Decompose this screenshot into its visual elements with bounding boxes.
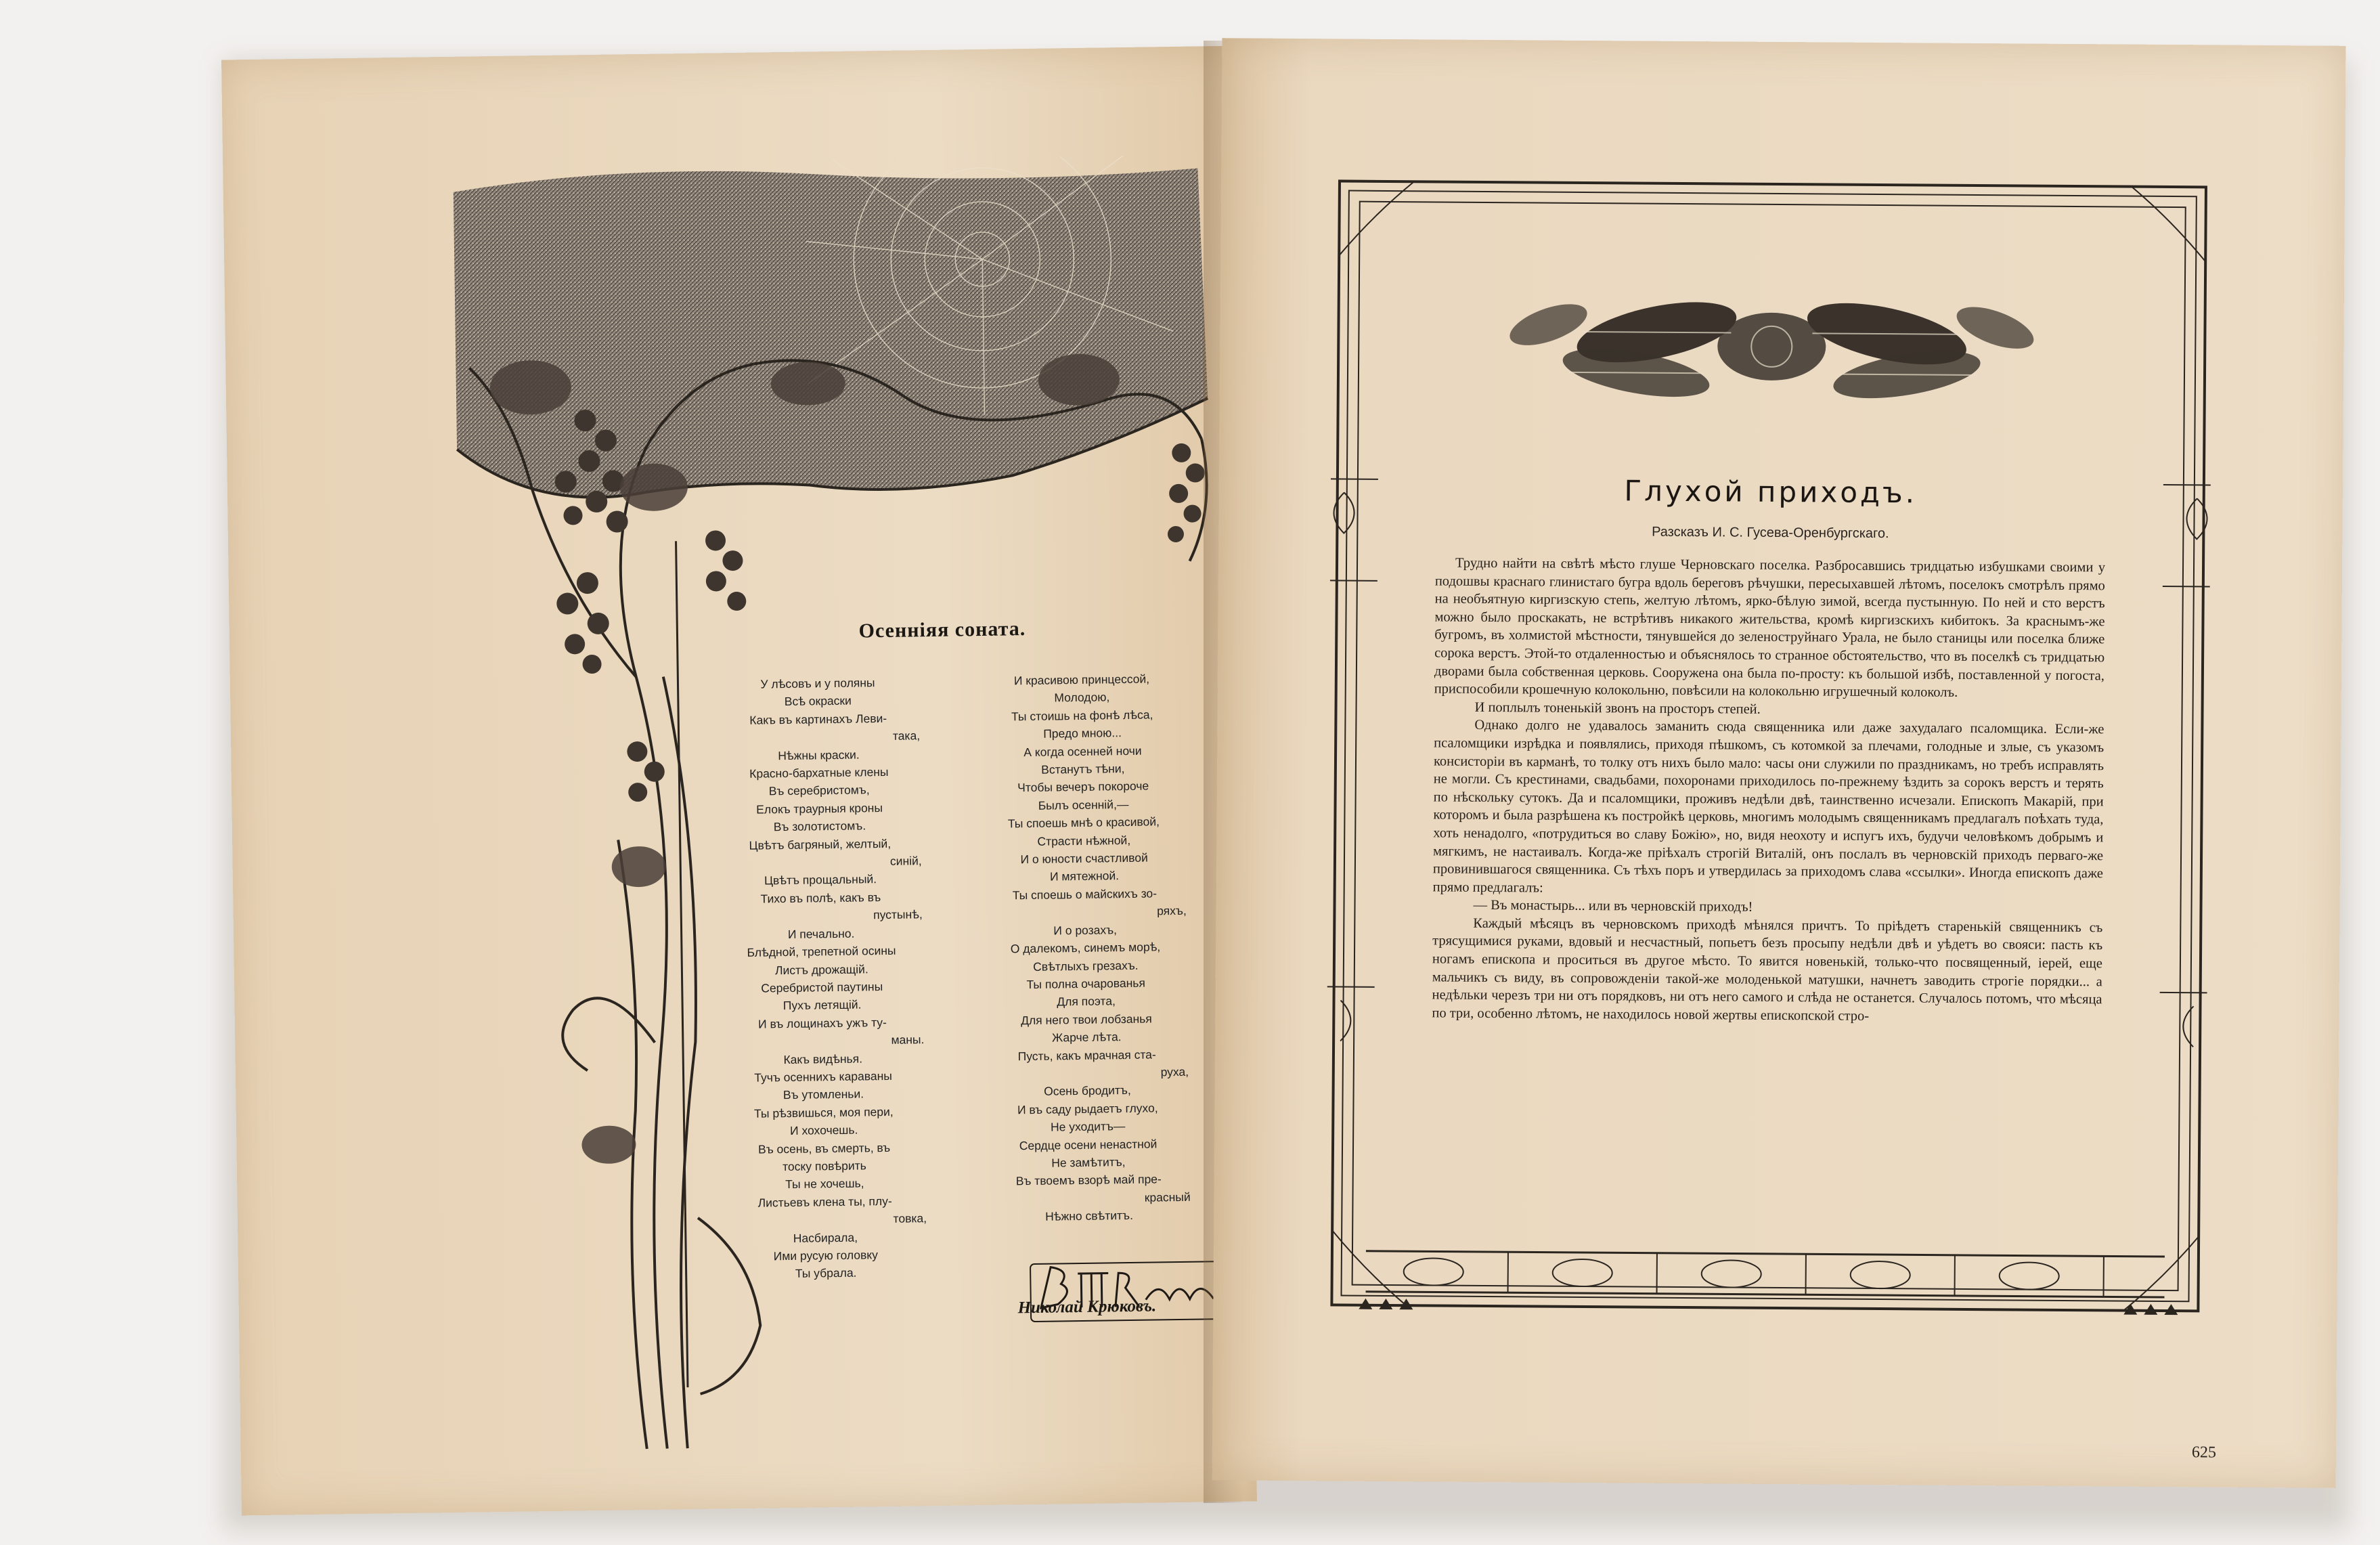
poem-line: Красно-бархатные клены — [749, 764, 889, 781]
poem-line: О далекомъ, синемъ морѣ, — [1010, 940, 1161, 956]
poem-line: Жарче лѣта. — [1051, 1030, 1122, 1045]
poem-line: Въ осень, въ смерть, въ — [757, 1140, 891, 1156]
poem-line: Ими русую головку — [773, 1248, 879, 1263]
poem-line: Тихо въ полѣ, какъ въ — [760, 890, 881, 906]
poem-line: Ты споешь мнѣ о красивой, — [1007, 814, 1160, 831]
poem-line: Сердце осени ненастной — [1019, 1136, 1158, 1152]
poem-line: Чтобы вечеръ покороче — [1017, 779, 1149, 795]
poem-line: Былъ осеннiй,— — [1038, 797, 1129, 812]
poem-line: И въ лощинахъ ужъ ту- — [757, 1015, 887, 1031]
poem-line: Ты рѣзвишься, моя пери, — [753, 1104, 894, 1120]
poem-line: Страсти нѣжной, — [1037, 833, 1131, 848]
article-paragraph: И поплылъ тоненькiй звонъ на просторъ степей. — [1474, 699, 1761, 717]
poem-column-1 — [716, 673, 928, 1284]
article-subtitle: Разсказъ И. С. Гусева-Оренбургскаго. — [1652, 524, 1889, 542]
poem-line: Всѣ окраски — [784, 694, 852, 709]
poem-line: Нѣжны краски. — [778, 747, 860, 762]
article-body — [1432, 554, 2105, 1026]
poem-author: Николай Крюковъ. — [1017, 1297, 1157, 1318]
poem-line: Въ золотистомъ. — [773, 819, 866, 834]
poem-line: Какъ въ картинахъ Леви- — [749, 711, 887, 727]
poem-title: Осеннiяя соната. — [858, 617, 1026, 643]
poem-line: И о розахъ, — [1053, 922, 1118, 938]
left-page — [221, 46, 1257, 1516]
article-paragraph: Трудно найти на свѣтѣ мѣсто глуше Черновскаго поселка. Разбросавшись тридцатью избушками своими у подошвы краснаго глинистаго бугра вдоль береговъ рѣчушки, пересыхавшей лѣтомъ, поселокъ смотрѣлъ прямо на необъятную киргизскую степь, желтую лѣтомъ, ярко-бѣлую зимой, всегда пустынную. По ней и сто верстъ можно было проскакать, не встрѣтивъ никакого жительства, кромѣ киргизскихъ кибитокъ. За краснымъ-же бугромъ, въ холмистой мѣстности, тянувшейся до зеленоструйнаго Урала, не было станицы или поселка ближе сорока верстъ. Этой-то отдаленностью и объяснялось то странное обстоятельство, что въ поселкѣ съ тридцатью дворами была собственная церковь. Сооружена она была по-просту: къ большой избѣ, поставленной у погоста, приспособили крошечную колокольню, повѣсили на колокольню игрушечный колоколъ. — [1434, 555, 2106, 700]
artist-signature — [1023, 1251, 1228, 1328]
poem-line: Предо мною... — [1043, 726, 1122, 741]
poem-line: И хохочешь. — [789, 1123, 858, 1138]
poem-line: И печально. — [787, 926, 855, 941]
poem-line: Свѣтлыхъ грезахъ. — [1033, 958, 1139, 974]
poem-line: Молодою, — [1054, 690, 1110, 705]
poem-line: И мятежной. — [1049, 869, 1120, 884]
poem-line: Серебристой паутины — [761, 979, 883, 995]
poem-line: синiй, — [889, 854, 922, 868]
poem-line: ряхъ, — [1157, 904, 1187, 918]
poem-line: Въ твоемъ взорѣ май пре- — [1015, 1172, 1162, 1188]
article-ornamental-frame — [1325, 174, 2216, 1462]
article-title: Глухой приходъ. — [1624, 474, 1918, 510]
poem-line: красный — [1144, 1190, 1191, 1204]
poem-line: Встанутъ тѣни, — [1041, 762, 1125, 777]
page-number: 625 — [2191, 1443, 2216, 1462]
poem-line: Ты полна очарованья — [1026, 976, 1146, 992]
article-paragraph: Каждый мѣсяцъ въ черновскомъ приходѣ мѣнялся причтъ. То прiѣдетъ старенькiй священникъ съ трясущимися руками, вдовый и несчастный, попьетъ безъ просыпу недѣли двѣ и уѣдетъ во свояси: пасть къ ногамъ епископа и проситься въ другое мѣсто. То явится новенькiй, только-что посвященный, iерей, еще мальчикъ съ виду, въ сопровожденiи такой-же молоденькой матушки, начнетъ заводить строгiе порядки... а недѣльки черезъ три ни отъ порядковъ, ни отъ него самого и слѣда не останется. Случалось потомъ, что мѣсяца по три, особенно лѣтомъ, не находилось новой жертвы епископской стро- — [1432, 915, 2103, 1024]
poem-line: Елокъ траурныя кроны — [756, 800, 883, 817]
poem-line: Нѣжно свѣтитъ. — [1045, 1209, 1134, 1223]
poem-line: Для него твои лобзанья — [1020, 1011, 1152, 1027]
poem-line: Ты убрала. — [795, 1266, 857, 1281]
poem-line: Въ утомленьи. — [783, 1087, 864, 1102]
poem-line: Цвѣтъ багряный, желтый, — [749, 836, 891, 852]
poem-line: А когда осенней ночи — [1023, 743, 1142, 759]
poem-illustration-frame — [426, 154, 1243, 1465]
headpiece-ornament — [1501, 284, 2043, 410]
poem-line: Въ серебристомъ, — [768, 783, 870, 798]
poem-line: маны. — [891, 1032, 925, 1047]
poem-line: Для поэта, — [1057, 994, 1116, 1009]
article-paragraph: — Въ монастырь... или въ черновскiй приходъ! — [1473, 898, 1753, 915]
poem-line: Насбирала, — [793, 1230, 858, 1245]
poem-line: Тучъ осеннихъ караваны — [754, 1068, 893, 1085]
poem-line: така, — [892, 728, 921, 743]
poem-line: И въ саду рыдаетъ глухо, — [1017, 1101, 1158, 1117]
poem-column-2 — [980, 670, 1191, 1227]
poem-line: Не замѣтитъ, — [1051, 1155, 1126, 1170]
poem-line: Пусть, какъ мрачная ста- — [1017, 1047, 1156, 1063]
poem-line: пустынѣ, — [873, 907, 923, 922]
poem-line: И о юности счастливой — [1020, 850, 1148, 867]
right-page — [1212, 38, 2346, 1488]
poem-line: тоску повѣрить — [782, 1158, 866, 1174]
poem-line: Блѣдной, трепетной осины — [747, 943, 896, 959]
poem-line: Ты не хочешь, — [785, 1176, 864, 1192]
poem-line: Осень бродитъ, — [1043, 1083, 1131, 1099]
poem-line: Не уходитъ— — [1050, 1119, 1126, 1134]
poem-line: Листъ дрожащiй. — [774, 961, 868, 977]
poem-line: Пухъ летящiй. — [783, 997, 862, 1013]
poem-line: Ты стоишь на фонѣ лѣса, — [1011, 708, 1153, 724]
poem-line: Листьевъ клена ты, плу- — [757, 1194, 892, 1210]
poem-line: У лѣсовъ и у поляны — [760, 676, 875, 691]
poem-line: руха, — [1160, 1064, 1189, 1079]
poem-line: Какъ видѣнья. — [783, 1051, 863, 1066]
poem-line: И красивою принцессой, — [1013, 672, 1150, 688]
poem-line: товка, — [893, 1211, 927, 1226]
poem-line: Цвѣтъ прощальный. — [764, 872, 877, 888]
poem-line: Ты споешь о майскихъ зо- — [1012, 886, 1158, 902]
article-paragraph: Однако долго не удавалось заманить сюда священника или даже захудалаго псаломщика. Если-же псаломщики изрѣдка и появлялись, приходя пѣшкомъ, съ котомкой за плечами, голодные и злые, съ указомъ консисторiи въ карманѣ, то толку отъ нихъ было мало: часы они служили по праздникамъ, но требъ исправлять не могли. Съ крестинами, свадьбами, похоронами приходилось по-прежнему ѣздить за сорокъ верстъ и терять по нѣскольку сутокъ. Да и псаломщики, проживъ недѣли двѣ, таинственно исчезали. Епископъ Макарiй, при которомъ и была разрѣшена къ постройкѣ церковь, многимъ молодымъ священникамъ предлагалъ поѣхать туда, хоть ненадолго, «потрудиться во славу Божiю», но, видя неохоту и испугъ ихъ, будучи человѣкомъ добрымъ и мягкимъ, не настаивалъ. Когда-же прiѣхалъ строгiй Виталiй, онъ послалъ въ черновскiй приходъ перваго-же провинившагося священника. Съ тѣхъ поръ и утвердилась за приходомъ слава «ссылки». Иногда епископъ даже прямо предлагалъ: — [1432, 718, 2104, 896]
